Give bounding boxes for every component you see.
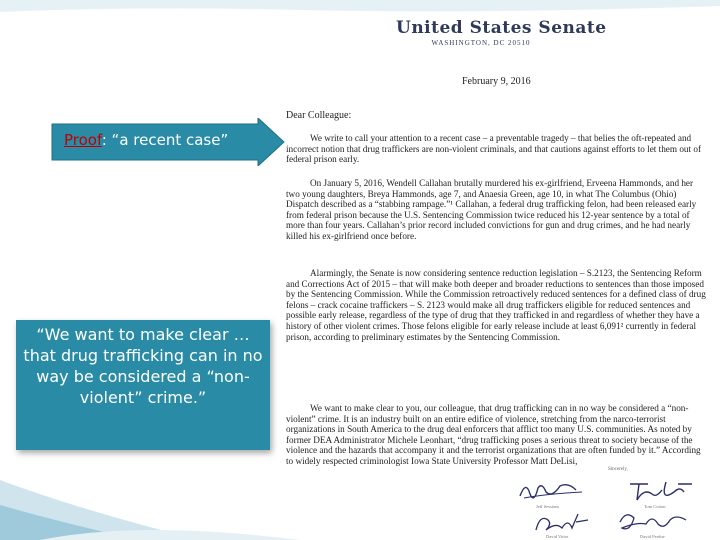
signature-image: [516, 478, 586, 506]
signature-block: [516, 467, 706, 540]
letterhead-subtitle: WASHINGTON, DC 20510: [431, 39, 531, 47]
letter-paragraph: Alarmingly, the Senate is now considering sentence reduction legislation – S.2123, the Sentencing Reform and Corrections Act of 2015 – that will make both deeper and broader reductions to sentences than those imposed by the Sentencing Commission. While the Commission retroactively reduced sentences for a defined class of drug felons – crack cocaine traffickers – S. 2123 would make all drug traffickers eligible for reduced sentences and possible early release, regardless of the type of drug that they trafficked in and regardless of whether they have a history of other violent crimes. Those felons eligible for early release include at least 6,091² currently in federal prison, according to preliminary estimates by the Sentencing Commission.: [286, 268, 706, 342]
letter-paragraph: On January 5, 2016, Wendell Callahan brutally murdered his ex-girlfriend, Erveena Hammonds, and her two young daughters, Breya Hammonds, age 7, and Anaesia Green, age 10, in what The Columbus (Ohio) Dispatch described as a “stabbing rampage.”¹ Callahan, a federal drug trafficking felon, had been released early from federal prison because the U.S. Sentencing Commission twice reduced his 12-year sentence by a total of more than four years. Callahan’s prior record included convictions for gun and drug crimes, and he had nearly killed his ex-girlfriend once before.: [286, 178, 697, 241]
letter-paragraph: We write to call your attention to a recent case – a preventable tragedy – that belies the oft-repeated and incorrect notion that drug traffickers are non-violent criminals, and that cautions against efforts to let them out of federal prison early.: [286, 133, 702, 165]
senate-letter: [276, 10, 708, 538]
signer-name: Jeff Sessions: [536, 504, 560, 509]
signature-image: [532, 510, 592, 536]
letter-paragraph: We want to make clear to you, our colleague, that drug trafficking can in no way be considered a “non-violent” crime. It is an industry built on an entire edifice of violence, stretching from the narco-terrorist organizations in South America to the drug deal enforcers that afflict too many U.S. communities. As noted by former DEA Administrator Michele Leonhart, “drug trafficking poses a serious threat to society because of the violence and the hazards that accompany it and the terrorist organizations that are often funded by it.” According to widely respected criminologist Iowa State University Professor Matt DeLisi,: [286, 403, 701, 466]
bottom-wave-decoration: [0, 450, 300, 540]
letter-date: February 9, 2016: [462, 76, 531, 87]
proof-caption-rest: : “a recent case”: [101, 131, 229, 149]
proof-caption: [64, 131, 228, 149]
signer-name: Tom Cotton: [644, 504, 666, 509]
signature-image: [616, 508, 690, 536]
proof-label: Proof: [64, 131, 102, 149]
signature-image: [626, 476, 696, 504]
signer-name: David Perdue: [640, 534, 665, 539]
quote-text: “We want to make clear … that drug trafficking can in no way be considered a “non-violent” crime.”: [23, 325, 263, 407]
letterhead: [396, 18, 607, 47]
signer-name: David Vitter: [546, 534, 569, 539]
letterhead-title: United States Senate: [396, 18, 607, 38]
sincerely-label: Sincerely,: [608, 467, 628, 472]
salutation: Dear Colleague:: [286, 110, 352, 121]
quote-box: [16, 320, 270, 450]
